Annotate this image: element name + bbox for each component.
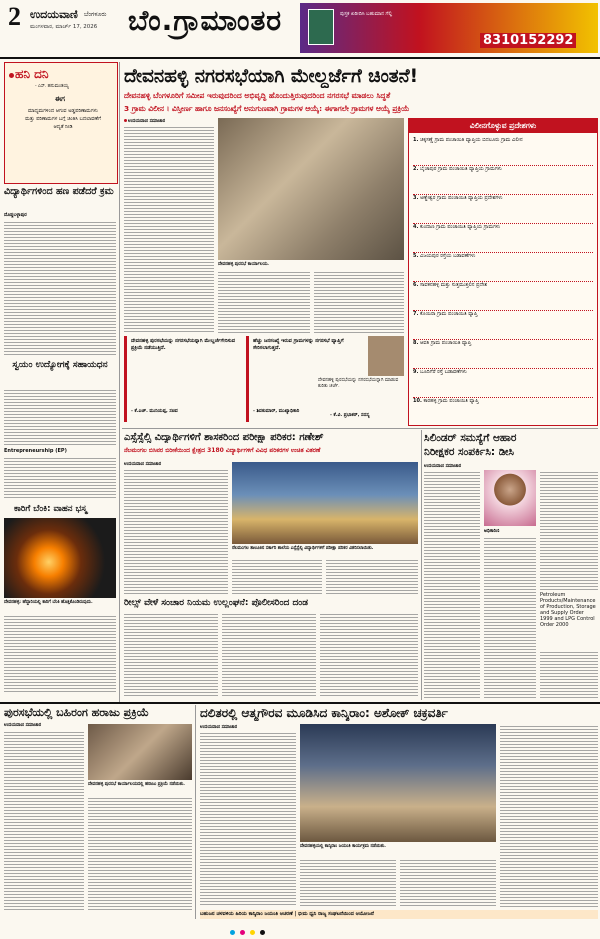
quote-2-by: - ಶಿವಕುಮಾರ್, ಮುಖ್ಯಾಧಿಕಾರಿ [253, 409, 300, 414]
honey-poem: ಮಾಧ್ಯಮಗಳಿಂದ ಆಗುವ ಅಡ್ಡಪರಿಣಾಮಗಳು ಮತ್ತು ಪರಿಣಾಮಗಳ ಬಗ್ಗೆ ಚಿಂತಿಸಿ ಬದಲಾವಣೆಗೆ ಆದ್ಯತೆ ನೀಡಿ [25, 108, 101, 130]
ad-small-text: ಪುಸ್ತಕ ಖರೀದಿಸಿ ಬಹುಮಾನ ಗೆಲ್ಲಿ [340, 11, 393, 17]
lead-body-col-3 [314, 270, 404, 333]
reels-body-1 [124, 612, 218, 698]
bottom-strip: ಬಹುಜನ ಚಳವಳಿಯ ಹಿರಿಯ ಕಾನ್ಶಿರಾಂ ಜಯಂತಿ ಆಚರಣೆ | ಭೀಮ ಧ್ವನಿ ರಾಜ್ಯ ಸಂಘಟನೆಯಿಂದ ಆಯೋಜನೆ [200, 910, 598, 919]
merger-list [413, 137, 593, 424]
reels-headline: ರೀಲ್ಸ್ ವೇಳೆ ಸಂಚಾರ ನಿಯಮ ಉಲ್ಲಂಘನೆ: ಪೊಲೀಸರಿಂದ ದಂಡ [124, 598, 308, 608]
lead-body-col-2 [218, 270, 310, 333]
masthead-ad [300, 3, 598, 53]
cylinder-body-1 [424, 470, 480, 698]
bottom-right-body-2 [300, 858, 396, 908]
exam-kits-deck: ನೆಲಮಂಗಲ ಬಿಸಿವರ ಬಿರೀಕೆಯಿಂದ ಕ್ಷೇತ್ರದ 3180 ವಿದ್ಯಾರ್ಥಿಗಳಿಗೆ ವಿವಿಧ ಪರಿಕರಗಳ ಉಚಿತ ವಿತರಣೆ [124, 447, 321, 454]
quote-3-text: ದೇವನಹಳ್ಳಿ ಪುರಸಭೆಯನ್ನು ನಗರಸಭೆಯನ್ನಾಗಿ ಮಾಡುವ ಕುರಿತು ಚರ್ಚೆ. [318, 378, 399, 389]
self-employment-body-2 [4, 456, 116, 500]
bullet-icon [124, 119, 127, 122]
bottom-right-body-4 [500, 724, 598, 908]
lead-photo [218, 118, 404, 260]
cylinder-portrait-caption: ಅಧಿಕಾರಿಣಿ [484, 529, 500, 534]
students-fees-byline: ದೊಡ್ಡಬಳ್ಳಾಪುರ [4, 213, 27, 218]
page-number: 2 [8, 2, 21, 31]
lead-deck-1: ದೇವನಹಳ್ಳಿ ಬೆಂಗಳೂರಿಗೆ ಸಮೀಪ ಇರುವುದರಿಂದ ಅಭಿವೃದ್ಧಿ ಹೊಂದುತ್ತಿರುವುದರಿಂದ ನಗರಸಭೆ ಮಾಡಲು ಸಿದ್ಧತೆ [124, 91, 391, 100]
bottom-left-headline: ಪುರಸಭೆಯಲ್ಲಿ ಬಹಿರಂಗ ಹರಾಜು ಪ್ರಕ್ರಿಯೆ [4, 706, 150, 719]
merger-item: 1. ಚಿಕ್ಕಸಣ್ಣೆ ಗ್ರಾಮ ಪಂಚಾಯಿತಿ ವ್ಯಾಪ್ತಿಯ ಬಿದಲೂರು ಗ್ರಾಮ ವಿಲೀನ [413, 137, 593, 166]
drop-icon [9, 73, 14, 78]
merger-title: ವಿಲೀನಗೊಳ್ಳುವ ಪ್ರದೇಶಗಳು [409, 119, 597, 133]
cylinder-body-2 [484, 536, 536, 698]
lead-byline-text: ಉದಯವಾಣಿ ಸಮಾಚಾರ [128, 119, 166, 124]
students-fees-headline: ವಿದ್ಯಾರ್ಥಿಗಳಿಂದ ಹಣ ಪಡೆದರೆ ಕ್ರಮ [4, 186, 114, 197]
bottom-right-body-1 [200, 731, 296, 907]
lead-deck-2: 3 ಗ್ರಾಮ ವಿಲೀನ । ವಿಸ್ತೀರ್ಣ ಹಾಗೂ ಜನಸಂಖ್ಯೆಗೆ ಅನುಗುಣವಾಗಿ ಗ್ರಾಮಗಳ ಆಯ್ಕೆ: ಈಗಾಗಲೇ ಗ್ರಾಮಗಳ ಆಯ್ಕೆ ಪ್ರಕ್ರಿಯೆ [124, 104, 410, 113]
merger-item: 4. ಕುಂದಾಣ ಗ್ರಾಮ ಪಂಚಾಯಿತಿ ವ್ಯಾಪ್ತಿಯ ಗ್ರಾಮಗಳು [413, 224, 593, 253]
honey-brand: ಹನಿ ದನಿ [15, 67, 49, 81]
honey-heading: ಈಗ [55, 95, 65, 103]
cylinder-body-4 [540, 650, 598, 698]
lead-photo-caption: ದೇವನಹಳ್ಳಿ ಪುರಸಭೆ ಕಾರ್ಯಾಲಯ. [218, 262, 269, 267]
bottom-left-photo [88, 724, 192, 780]
cylinder-english-text: Petroleum Products/Maintenance of Production, Storage and Supply Order 1999 and LPG Control Order 2000 [540, 592, 596, 628]
bottom-right-body-3 [400, 858, 496, 908]
lead-headline: ದೇವನಹಳ್ಳಿ ನಗರಸಭೆಯಾಗಿ ಮೇಲ್ದರ್ಜೆಗೆ ಚಿಂತನೆ! [124, 66, 419, 87]
self-employment-body-1 [4, 388, 116, 446]
exam-kits-body-1 [124, 468, 228, 594]
bottom-right-headline: ದಲಿತರಲ್ಲಿ ಆತ್ಮಗೌರವ ಮೂಡಿಸಿದ ಕಾನ್ಶಿರಾಂ: ಅಶೋಕ್ ಚಕ್ರವರ್ತಿ [200, 706, 448, 720]
merger-item: 8. ಆವತಿ ಗ್ರಾಮ ಪಂಚಾಯಿತಿ ವ್ಯಾಪ್ತಿ [413, 340, 593, 369]
merger-item: 6. ಸಾವಕನಹಳ್ಳಿ ಮತ್ತು ಸುತ್ತಮುತ್ತಲಿನ ಪ್ರದೇಶ [413, 282, 593, 311]
masthead [0, 0, 600, 62]
exam-kits-body-2 [232, 558, 322, 594]
cylinder-headline-2: ನಿರೀಕ್ಷಕರ ಸಂಪರ್ಕಿಸಿ: ಡೀಸಿ [424, 446, 514, 458]
quote-box-1 [124, 336, 245, 422]
book-icon [308, 9, 334, 45]
car-fire-caption: ದೇವನಹಳ್ಳಿ: ಹೆದ್ದಾರಿಯಲ್ಲಿ ಕಾರಿಗೆ ಬೆಂಕಿ ಹೊತ್ತಿಕೊಂಡಿರುವುದು. [4, 600, 93, 605]
bottom-left-byline: ಉದಯವಾಣಿ ಸಮಾಚಾರ [4, 723, 42, 728]
car-fire-photo [4, 518, 116, 598]
merger-item: 5. ವಿಜಯಪುರ ರಸ್ತೆಯ ಬಡಾವಣೆಗಳು [413, 253, 593, 282]
self-employment-label: Entrepreneurship (EP) [4, 448, 67, 454]
issue-date: ಮಂಗಳವಾರ, ಮಾರ್ಚ್ 17, 2026 [30, 24, 98, 30]
bottom-right-byline: ಉದಯವಾಣಿ ಸಮಾಚಾರ [200, 725, 238, 730]
cylinder-byline: ಉದಯವಾಣಿ ಸಮಾಚಾರ [424, 464, 462, 469]
self-employment-headline: ಸ್ವಯಂ ಉದ್ಯೋಗಕ್ಕೆ ಸಹಾಯಧನ [12, 360, 108, 370]
reels-body-3 [320, 612, 418, 698]
paper-name: ಉದಯವಾಣಿ [30, 8, 78, 21]
honey-author: - ಎಸ್. ಹನುಮಂತಯ್ಯ [35, 84, 69, 89]
registration-marks [230, 920, 370, 926]
cylinder-body-3 [540, 470, 598, 590]
quote-2-text: ಹೆಚ್ಚು ಜನಸಂಖ್ಯೆ ಇರುವ ಗ್ರಾಮಗಳನ್ನು ನಗರಸಭೆ ವ್ಯಾಪ್ತಿಗೆ ಸೇರಿಸಲಾಗುತ್ತದೆ. [253, 338, 344, 351]
exam-kits-byline: ಉದಯವಾಣಿ ಸಮಾಚಾರ [124, 462, 162, 467]
bottom-left-caption: ದೇವನಹಳ್ಳಿ ಪುರಸಭೆ ಕಾರ್ಯಾಲಯದಲ್ಲಿ ಹರಾಜು ಪ್ರಕ್ರಿಯೆ ನಡೆಯಿತು. [88, 782, 185, 787]
exam-kits-caption: ನೆಲಮಂಗಲ ತಾಲೂಕಿನ ಸರ್ಕಾರಿ ಶಾಲೆಯ ಎಸ್ಸೆಸ್ಸೆಲ್ಸಿ ವಿದ್ಯಾರ್ಥಿಗಳಿಗೆ ಪರೀಕ್ಷಾ ಪರಿಕರ ವಿತರಿಸಲಾಯಿತು. [232, 546, 374, 551]
bottom-right-caption: ದೇವನಹಳ್ಳಿಯಲ್ಲಿ ಕಾನ್ಶಿರಾಂ ಜಯಂತಿ ಕಾರ್ಯಕ್ರಮ ನಡೆಯಿತು. [300, 844, 386, 849]
students-fees-body [4, 220, 116, 355]
car-fire-body [4, 614, 116, 694]
cylinder-headline-1: ಸಿಲಿಂಡರ್ ಸಮಸ್ಯೆಗೆ ಆಹಾರ [424, 432, 517, 444]
quote-3-portrait [368, 336, 404, 376]
merger-item: 9. ಬೂದಿಗೆರೆ ರಸ್ತೆ ಬಡಾವಣೆಗಳು [413, 369, 593, 398]
exam-kits-photo [232, 462, 418, 544]
reels-body-2 [222, 612, 316, 698]
lead-byline [124, 118, 165, 124]
merger-item: 10. ಕಾರಹಳ್ಳಿ ಗ್ರಾಮ ಪಂಚಾಯಿತಿ ವ್ಯಾಪ್ತಿ [413, 398, 479, 404]
merger-item: 2. ಬೈಚಾಪುರ ಗ್ರಾಮ ಪಂಚಾಯಿತಿ ವ್ಯಾಪ್ತಿಯ ಗ್ರಾಮಗಳು [413, 166, 593, 195]
merger-item: 7. ಕೊಯಿರಾ ಗ್ರಾಮ ಪಂಚಾಯಿತಿ ವ್ಯಾಪ್ತಿ [413, 311, 593, 340]
merger-box [408, 118, 598, 426]
cylinder-portrait [484, 470, 536, 526]
exam-kits-headline: ಎಸ್ಸೆಸ್ಸೆಲ್ಸಿ ವಿದ್ಯಾರ್ಥಿಗಳಿಗೆ ಶಾಸಕರಿಂದ ಪರೀಕ್ಷಾ ಪರಿಕರ: ಗಣೇಶ್ [124, 432, 324, 443]
bottom-left-body-2 [88, 796, 192, 910]
merger-item: 3. ಅಣ್ಣೇಶ್ವರ ಗ್ರಾಮ ಪಂಚಾಯಿತಿ ವ್ಯಾಪ್ತಿಯ ಪ್ರದೇಶಗಳು [413, 195, 593, 224]
quote-1-text: ದೇವನಹಳ್ಳಿ ಪುರಸಭೆಯನ್ನು ನಗರಸಭೆಯನ್ನಾಗಿ ಮೇಲ್ದರ್ಜೆಗೇರಿಸುವ ಪ್ರಕ್ರಿಯೆ ನಡೆಯುತ್ತಿದೆ. [131, 338, 236, 351]
ad-phone: 8310152292 [480, 33, 576, 48]
exam-kits-body-3 [326, 558, 418, 594]
quote-3-by: - ಕೆ.ವಿ. ಪ್ರಭಾಕರ್, ಸದಸ್ಯ [330, 413, 370, 418]
edition: ಬೆಂಗಳೂರು [84, 11, 107, 18]
lead-body-col-1 [124, 125, 214, 333]
quote-1-by: - ಕೆ.ಎಚ್. ಮುನಿಯಪ್ಪ, ಸಚಿವ [131, 409, 178, 414]
section-title: ಬೆಂ.ಗ್ರಾಮಾಂತರ [128, 4, 283, 37]
honey-box [4, 62, 118, 184]
car-fire-headline: ಕಾರಿಗೆ ಬೆಂಕಿ: ವಾಹನ ಭಸ್ಮ [14, 504, 87, 514]
bottom-right-photo [300, 724, 496, 842]
bottom-left-body-1 [4, 730, 84, 910]
